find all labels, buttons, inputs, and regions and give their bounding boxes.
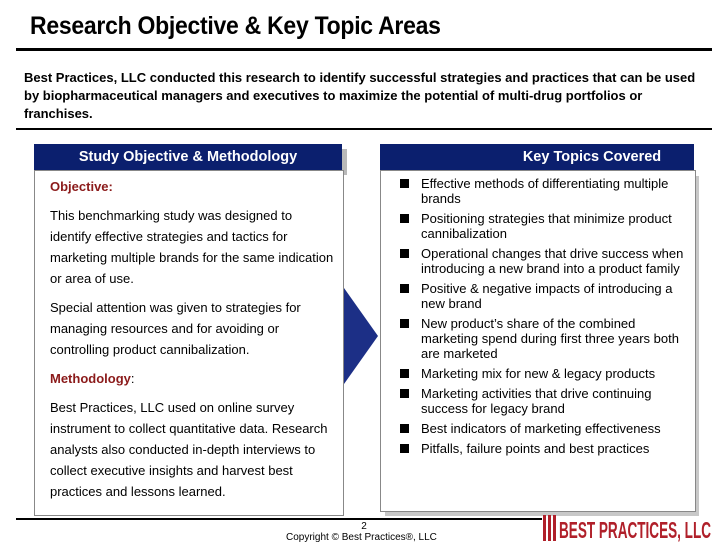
list-item: Marketing mix for new & legacy products xyxy=(400,366,690,381)
methodology-heading xyxy=(50,368,336,389)
list-item: Positioning strategies that minimize product cannibalization xyxy=(400,211,690,241)
square-bullet-icon xyxy=(400,319,409,328)
objective-paragraph-1: This benchmarking study was designed to identify effective strategies and tactics for marketing multiple brands for the same indication or area of use. xyxy=(50,208,334,286)
objective-paragraph-2: Special attention was given to strategies for managing resources and for avoiding or controlling product cannibalization. xyxy=(50,300,301,357)
copyright-text: Copyright © Best Practices®, LLC xyxy=(286,532,437,543)
key-topics-list xyxy=(400,176,690,456)
intro-text: Best Practices, LLC conducted this research to identify successful strategies and practices that can be used by biopharmaceutical managers and executives to maximize the potential of multi-drug portfolios or franchises. xyxy=(24,70,696,121)
methodology-label: Methodology xyxy=(50,371,131,386)
list-item: Marketing activities that drive continuing success for legacy brand xyxy=(400,386,690,416)
page-title: Research Objective & Key Topic Areas xyxy=(30,12,441,40)
methodology-paragraph: Best Practices, LLC used on online survey instrument to collect quantitative data. Research analysts also conducted in-depth interviews to collect executive insights and harvest best practices and lessons learned. xyxy=(50,400,328,499)
study-objective-header xyxy=(34,144,342,170)
study-objective-header-label: Study Objective & Methodology xyxy=(78,149,298,165)
square-bullet-icon xyxy=(400,284,409,293)
square-bullet-icon xyxy=(400,369,409,378)
key-topics-header-label: Key Topics Covered xyxy=(522,149,662,165)
list-item: Positive & negative impacts of introducing a new brand xyxy=(400,281,690,311)
page-number: 2 xyxy=(361,521,367,532)
best-practices-logo xyxy=(543,513,713,543)
methodology-colon: : xyxy=(130,371,135,386)
list-item: Effective methods of differentiating multiple brands xyxy=(400,176,690,206)
intro-divider xyxy=(16,128,712,130)
list-item: Pitfalls, failure points and best practices xyxy=(400,441,690,456)
square-bullet-icon xyxy=(400,389,409,398)
square-bullet-icon xyxy=(400,179,409,188)
square-bullet-icon xyxy=(400,444,409,453)
key-topics-header xyxy=(380,144,694,170)
study-objective-content xyxy=(50,176,336,502)
title-divider xyxy=(16,48,712,51)
footer-divider xyxy=(16,518,542,520)
list-item: Operational changes that drive success when introducing a new brand into a product family xyxy=(400,246,690,276)
square-bullet-icon xyxy=(400,249,409,258)
list-item: New product’s share of the combined marketing spend during first three years both are marketed xyxy=(400,316,690,361)
square-bullet-icon xyxy=(400,424,409,433)
square-bullet-icon xyxy=(400,214,409,223)
svg-text:BEST PRACTICES, LLC: BEST PRACTICES, LLC xyxy=(559,517,711,543)
objective-label: Objective: xyxy=(50,179,113,194)
chevron-arrow-icon xyxy=(344,288,380,384)
list-item: Best indicators of marketing effectiveness xyxy=(400,421,690,436)
